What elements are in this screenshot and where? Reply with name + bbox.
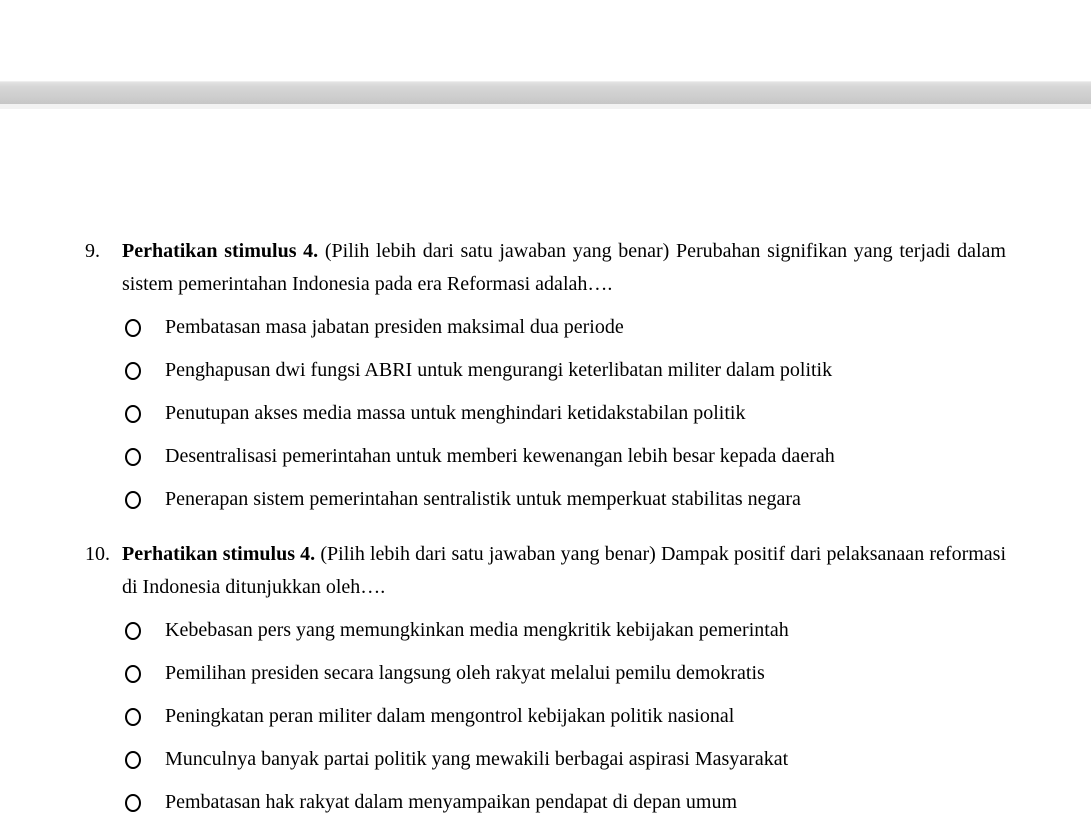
question-9-option-2[interactable] — [125, 354, 1006, 387]
question-9-bold-label: Perhatikan stimulus 4. — [122, 240, 319, 262]
page-content — [0, 109, 1091, 819]
question-10-options — [0, 614, 1091, 819]
option-label: Desentralisasi pemerintahan untuk memberi kewenangan lebih besar kepada daerah — [165, 445, 835, 467]
radio-button-icon[interactable] — [125, 708, 141, 726]
option-label: Pembatasan masa jabatan presiden maksimal dua periode — [165, 316, 624, 338]
question-9-text — [122, 235, 1006, 301]
question-9-paragraph — [0, 235, 1091, 301]
option-label: Kebebasan pers yang memungkinkan media mengkritik kebijakan pemerintah — [165, 619, 789, 641]
option-label: Pemilihan presiden secara langsung oleh rakyat melalui pemilu demokratis — [165, 662, 765, 684]
option-label: Penutupan akses media massa untuk menghindari ketidakstabilan politik — [165, 402, 746, 424]
question-10-option-3[interactable] — [125, 700, 1006, 733]
question-9-body: (Pilih lebih dari satu jawaban yang benar) Perubahan signifikan yang terjadi dalam sistem pemerintahan Indonesia pada era Reformasi adalah…. — [122, 240, 1006, 295]
option-label: Penerapan sistem pemerintahan sentralistik untuk memperkuat stabilitas negara — [165, 488, 801, 510]
question-10-option-1[interactable] — [125, 614, 1006, 647]
option-label: Peningkatan peran militer dalam mengontrol kebijakan politik nasional — [165, 705, 735, 727]
question-10-option-4[interactable] — [125, 743, 1006, 776]
question-9-option-1[interactable] — [125, 311, 1006, 344]
radio-button-icon[interactable] — [125, 405, 141, 423]
radio-button-icon[interactable] — [125, 665, 141, 683]
option-label: Penghapusan dwi fungsi ABRI untuk mengurangi keterlibatan militer dalam politik — [165, 359, 833, 381]
question-10-option-5[interactable] — [125, 786, 1006, 819]
question-10-bold-label: Perhatikan stimulus 4. — [122, 543, 316, 565]
question-9-option-3[interactable] — [125, 397, 1006, 430]
question-block-10 — [0, 538, 1091, 819]
option-label: Munculnya banyak partai politik yang mewakili berbagai aspirasi Masyarakat — [165, 748, 789, 770]
question-9-options — [0, 311, 1091, 516]
radio-button-icon[interactable] — [125, 751, 141, 769]
radio-button-icon[interactable] — [125, 319, 141, 337]
radio-button-icon[interactable] — [125, 362, 141, 380]
question-10-body: (Pilih lebih dari satu jawaban yang benar) Dampak positif dari pelaksanaan reformasi di Indonesia ditunjukkan oleh…. — [122, 543, 1007, 598]
previous-page-bottom — [0, 0, 1091, 81]
page-break-separator — [0, 81, 1091, 109]
question-9-option-4[interactable] — [125, 440, 1006, 473]
question-10-text — [122, 538, 1006, 604]
question-9-option-5[interactable] — [125, 483, 1006, 516]
question-block-9 — [0, 235, 1091, 516]
radio-button-icon[interactable] — [125, 448, 141, 466]
radio-button-icon[interactable] — [125, 622, 141, 640]
question-9-number: 9. — [85, 240, 100, 262]
question-10-number: 10. — [85, 543, 110, 565]
radio-button-icon[interactable] — [125, 794, 141, 812]
question-10-option-2[interactable] — [125, 657, 1006, 690]
option-label: Pembatasan hak rakyat dalam menyampaikan pendapat di depan umum — [165, 791, 738, 813]
question-10-paragraph — [0, 538, 1091, 604]
radio-button-icon[interactable] — [125, 491, 141, 509]
